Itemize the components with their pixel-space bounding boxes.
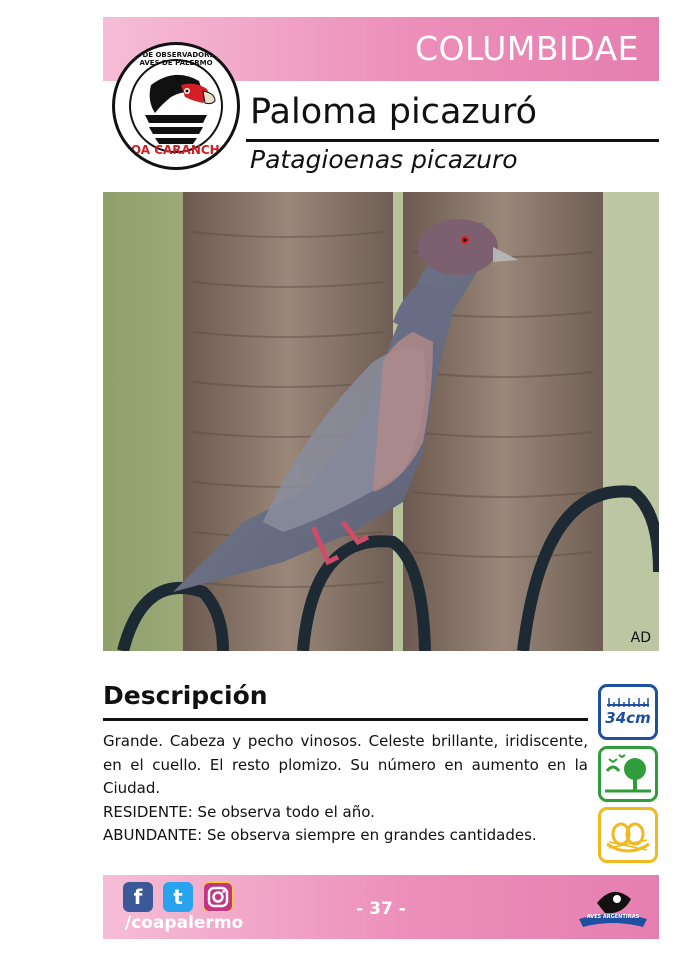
photo-credit: AD bbox=[630, 630, 651, 646]
description-divider bbox=[103, 718, 588, 721]
logo-ring-text: CLUB DE OBSERVADORES DE AVES DE PALERMO bbox=[119, 51, 233, 67]
facebook-icon[interactable]: f bbox=[123, 882, 153, 912]
twitter-icon[interactable]: t bbox=[163, 882, 193, 912]
scientific-name: Patagioenas picazuro bbox=[250, 145, 518, 174]
nest-badge bbox=[598, 807, 658, 863]
size-badge bbox=[598, 684, 658, 740]
nest-eggs-icon bbox=[601, 810, 655, 860]
residence-status: RESIDENTE: Se observa todo el año. bbox=[103, 802, 375, 821]
pigeon-photo-illustration bbox=[103, 192, 659, 651]
page-number: - 37 - bbox=[356, 899, 406, 919]
size-value: 34cm bbox=[605, 709, 651, 727]
bird-eye-logo-icon bbox=[577, 879, 649, 935]
bird-photo bbox=[103, 192, 659, 651]
club-logo bbox=[112, 42, 240, 170]
partner-logo-text: AVES ARGENTINAS bbox=[586, 914, 640, 920]
tree-habitat-icon bbox=[601, 749, 655, 799]
family-name: COLUMBIDAE bbox=[414, 29, 639, 68]
abundance-status: ABUNDANTE: Se observa siempre en grandes cantidades. bbox=[103, 826, 537, 844]
ruler-icon bbox=[607, 692, 649, 706]
habitat-badge bbox=[598, 746, 658, 802]
common-name: Paloma picazuró bbox=[250, 92, 538, 132]
footer-band bbox=[103, 875, 659, 939]
social-handle[interactable]: /coapalermo bbox=[125, 913, 244, 933]
logo-club-name: COA CARANCHO bbox=[122, 143, 230, 157]
description-body bbox=[103, 730, 588, 848]
description-paragraph: Grande. Cabeza y pecho vinosos. Celeste brillante, iridiscente, en el cuello. El resto plomizo. Su número en aumento en la Ciudad. bbox=[103, 732, 588, 797]
title-divider bbox=[246, 139, 659, 142]
description-heading: Descripción bbox=[103, 681, 268, 710]
aves-argentinas-logo bbox=[577, 879, 649, 935]
